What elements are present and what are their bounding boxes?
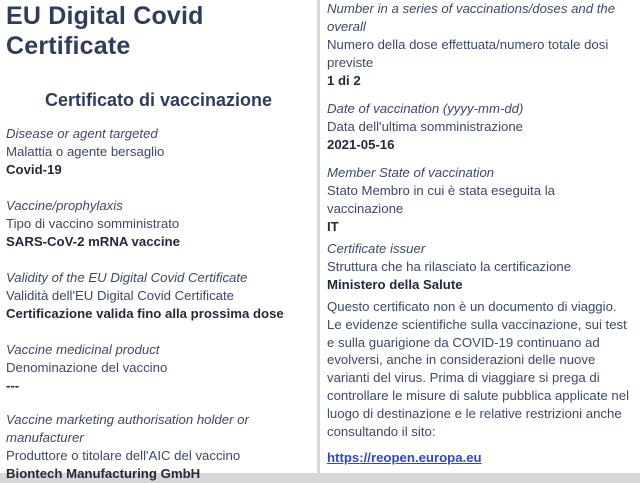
title-line-2: Certificate bbox=[6, 32, 131, 60]
field-label-en: Date of vaccination (yyyy-mm-dd) bbox=[327, 101, 524, 116]
page-title bbox=[6, 0, 311, 61]
field-value: Covid-19 bbox=[6, 162, 62, 177]
field-label-en: Vaccine marketing authorisation holder or manufacturer bbox=[6, 412, 249, 445]
field-value: 1 di 2 bbox=[327, 73, 361, 88]
field-validity bbox=[6, 269, 311, 323]
field-label-en: Disease or agent targeted bbox=[6, 126, 158, 141]
field-manufacturer bbox=[6, 411, 311, 483]
field-medicinal-product bbox=[6, 341, 311, 395]
right-panel bbox=[320, 0, 640, 473]
field-vaccination-date bbox=[327, 100, 633, 154]
field-value: SARS-CoV-2 mRNA vaccine bbox=[6, 234, 180, 249]
left-panel bbox=[0, 0, 317, 481]
field-label-it: Struttura che ha rilasciato la certificazione bbox=[327, 259, 572, 274]
field-member-state bbox=[327, 164, 633, 236]
field-value: Ministero della Salute bbox=[327, 277, 463, 292]
field-disease bbox=[6, 125, 311, 179]
field-label-it: Validità dell'EU Digital Covid Certificate bbox=[6, 288, 235, 303]
field-label-it: Produttore o titolare dell'AIC del vaccino bbox=[6, 448, 241, 463]
field-value: IT bbox=[327, 219, 339, 234]
field-label-en: Number in a series of vaccinations/doses and the overall bbox=[327, 1, 616, 34]
field-label-it: Malattia o agente bersaglio bbox=[6, 144, 165, 159]
field-label-it: Denominazione del vaccino bbox=[6, 360, 168, 375]
field-value: Certificazione valida fino alla prossima dose bbox=[6, 306, 284, 321]
reopen-europa-link[interactable]: https://reopen.europa.eu bbox=[327, 450, 482, 466]
field-label-en: Certificate issuer bbox=[327, 241, 426, 256]
field-value: 2021-05-16 bbox=[327, 137, 395, 152]
field-certificate-issuer bbox=[327, 240, 633, 294]
field-label-en: Validity of the EU Digital Covid Certificate bbox=[6, 270, 248, 285]
field-value: Biontech Manufacturing GmbH bbox=[6, 466, 201, 481]
certificate-type-heading: Certificato di vaccinazione bbox=[44, 90, 273, 110]
field-label-it: Tipo di vaccino somministrato bbox=[6, 216, 180, 231]
field-label-it: Stato Membro in cui è stata eseguita la vaccinazione bbox=[327, 183, 555, 216]
field-label-en: Vaccine medicinal product bbox=[6, 342, 160, 357]
field-label-en: Vaccine/prophylaxis bbox=[6, 198, 123, 213]
field-value: --- bbox=[6, 378, 20, 393]
field-vaccine-prophylaxis bbox=[6, 197, 311, 251]
title-line-1: EU Digital Covid bbox=[6, 2, 204, 30]
field-label-it: Numero della dose effettuata/numero totale dosi previste bbox=[327, 37, 609, 70]
field-label-en: Member State of vaccination bbox=[327, 165, 495, 180]
travel-disclaimer: Questo certificato non è un documento di viaggio. Le evidenze scientifiche sulla vaccinazione, sui test e sulla guarigione da COVID-19 continuano ad evolversi, anche in considerazioni delle nuove varianti del virus. Prima di viaggiare si prega di controllare le misure di salute pubblica applicate nel luogo di destinazione e le relative restrizioni anche consultando il sito: bbox=[327, 299, 630, 439]
field-dose-number bbox=[327, 0, 633, 90]
field-label-it: Data dell'ultima somministrazione bbox=[327, 119, 524, 134]
